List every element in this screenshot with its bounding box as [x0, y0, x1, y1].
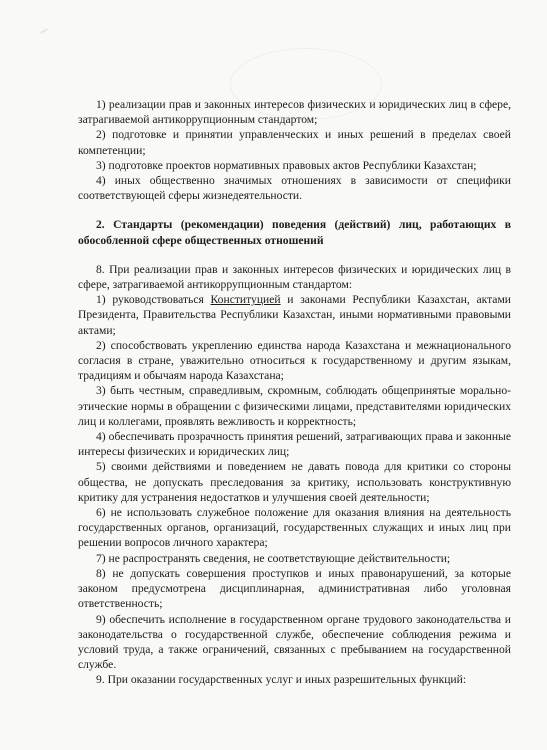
list-item [78, 292, 511, 338]
constitution-link[interactable]: Конституцией [210, 293, 281, 307]
list-item: 3) подготовке проектов нормативных правовых актов Республики Казахстан; [96, 158, 477, 172]
list-item: 4) иных общественно значимых отношениях в зависимости от специфики соответствующей сферы жизнедеятельности. [78, 174, 511, 203]
list-item: 2) подготовке и принятии управленческих и иных решений в пределах своей компетенции; [78, 128, 511, 157]
list-item: 1) реализации прав и законных интересов физических и юридических лиц в сфере, затрагиваемой антикоррупционным стандартом; [78, 98, 511, 127]
item-text: и законами Республики Казахстан, актами Президента, Правительства Республики Казахстан, иными нормативными правовыми актами; [78, 293, 511, 337]
list-item: 2) способствовать укреплению единства народа Казахстана и межнационального согласия в стране, уважительно относиться к государственному и другим языкам, традициям и обычаям народа Казахстана; [78, 338, 511, 383]
item-text: 1) руководствоваться [96, 293, 211, 307]
paragraph-8-intro: 8. При реализации прав и законных интересов физических и юридических лиц в сфере, затрагиваемой антикоррупционным стандартом: [78, 262, 511, 292]
list-item: 7) не распространять сведения, не соответствующие действительности; [96, 551, 451, 565]
section-heading: 2. Стандарты (рекомендации) поведения (действий) лиц, работающих в обособленной сфере общественных отношений [78, 218, 511, 247]
list-item: 6) не использовать служебное положение для оказания влияния на деятельность государственных органов, организаций, государственных служащих и иных лиц при решении вопросов личного характера; [78, 506, 511, 550]
scan-mark [40, 28, 48, 34]
list-item: 9) обеспечить исполнение в государственном органе трудового законодательства и законодательства о государственной службе, обеспечение соблюдения режима и условий труда, а также ограничений, связанных с пребыванием на государственной службе. [78, 612, 511, 672]
list-item: 8) не допускать совершения проступков и иных правонарушений, за которые законом предусмотрена дисциплинарная, административная либо уголовная ответственность; [78, 566, 511, 611]
paragraph-9: 9. При оказании государственных услуг и иных разрешительных функций: [96, 673, 467, 687]
list-item: 5) своими действиями и поведением не давать повода для критики со стороны общества, не допускать преследования за критику, использовать конструктивную критику для устранения недостатков и улучшения своей деятельности; [78, 460, 511, 504]
list-item: 4) обеспечивать прозрачность принятия решений, затрагивающих права и законные интересы физических и юридических лиц; [78, 430, 511, 459]
list-item: 3) быть честным, справедливым, скромным, соблюдать общепринятые морально-этические нормы в обращении с физическими лицами, представителями юридических лиц и коллегами, проявлять вежливость и корректность; [78, 384, 511, 428]
